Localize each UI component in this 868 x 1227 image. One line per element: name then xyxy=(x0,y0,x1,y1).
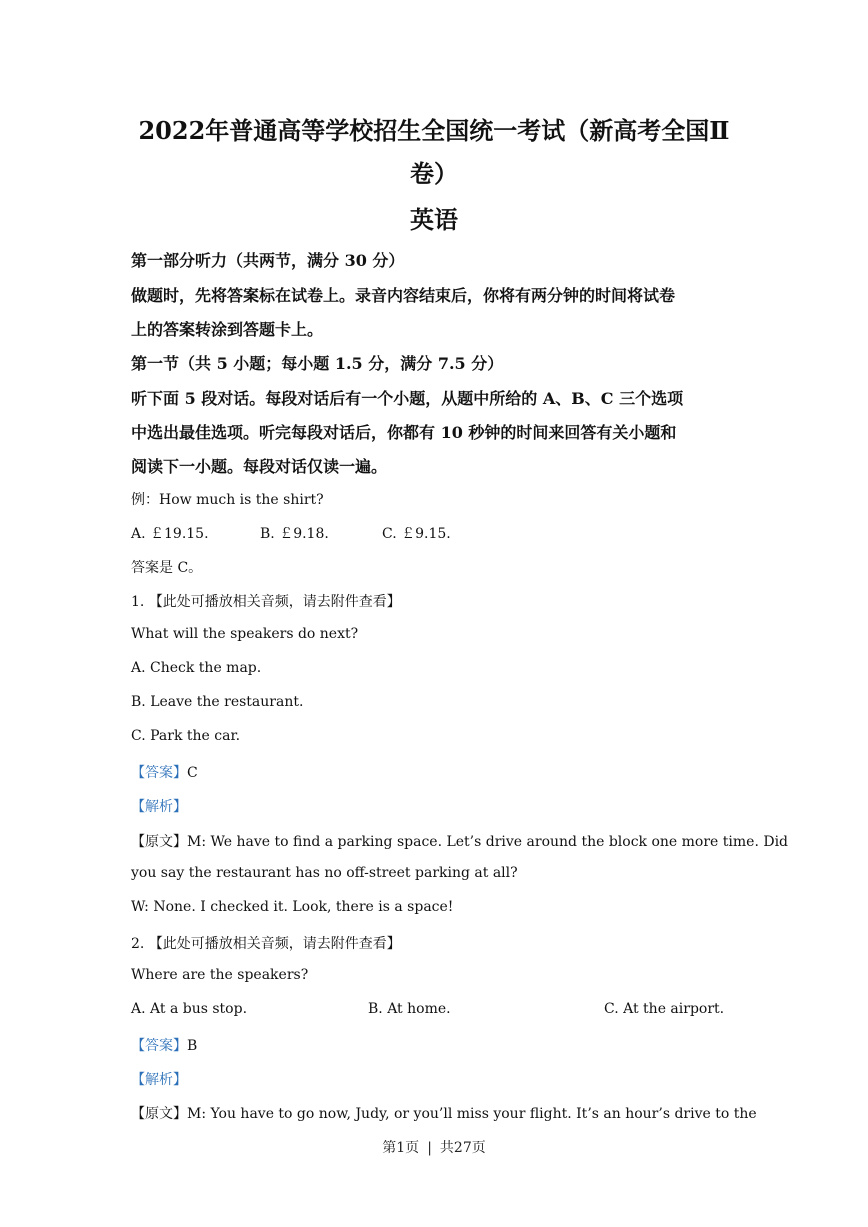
page-current: 第1页 xyxy=(382,1140,420,1156)
q2-option-b: B. At home. xyxy=(368,1001,451,1017)
section-subheading: 第一节（共 5 小题；每小题 1.5 分，满分 7.5 分） xyxy=(131,354,504,373)
q1-number-line: 1. 【此处可播放相关音频，请去附件查看】 xyxy=(131,594,401,610)
example-option-a: A. ￡19.15. xyxy=(131,526,209,542)
page-total: 共27页 xyxy=(439,1140,486,1156)
q1-option-b: B. Leave the restaurant. xyxy=(131,694,304,710)
directions-line3: 阅读下一小题。每段对话仅读一遍。 xyxy=(131,457,388,476)
q1-answer-tag: 【答案】 xyxy=(131,765,187,781)
q1-transcript-line2: you say the restaurant has no off-street parking at all? xyxy=(131,865,518,881)
q2-question: Where are the speakers? xyxy=(131,967,309,983)
q2-transcript-text1: M: You have to go now, Judy, or you’ll miss your flight. It’s an hour’s drive to the xyxy=(187,1106,757,1122)
directions-line1: 听下面 5 段对话。每段对话后有一个小题，从题中所给的 A、B、C 三个选项 xyxy=(131,389,684,408)
part-heading: 第一部分听力（共两节，满分 30 分） xyxy=(131,251,405,270)
q1-option-a: A. Check the map. xyxy=(131,660,262,676)
exam-title-line1: 2022年普通高等学校招生全国统一考试（新高考全国Ⅱ xyxy=(138,116,730,145)
q1-transcript-text1: M: We have to find a parking space. Let’s drive around the block one more time. Did xyxy=(187,834,789,850)
directions-line2: 中选出最佳选项。听完每段对话后，你都有 10 秒钟的时间来回答有关小题和 xyxy=(131,423,677,442)
example-question: 例：How much is the shirt? xyxy=(131,492,324,508)
q2-option-a: A. At a bus stop. xyxy=(131,1001,248,1017)
q2-answer xyxy=(131,1035,197,1055)
q1-answer xyxy=(131,762,198,782)
q2-answer-tag: 【答案】 xyxy=(131,1038,187,1054)
q2-analysis-tag: 【解析】 xyxy=(131,1072,187,1088)
subject-title: 英语 xyxy=(410,205,458,234)
q1-transcript-line3: W: None. I checked it. Look, there is a space! xyxy=(131,899,454,915)
q1-transcript-line1 xyxy=(131,831,788,851)
instruction-line1: 做题时，先将答案标在试卷上。录音内容结束后，你将有两分钟的时间将试卷 xyxy=(131,286,676,305)
q2-number-line: 2. 【此处可播放相关音频，请去附件查看】 xyxy=(131,936,401,952)
q1-answer-value: C xyxy=(187,765,198,781)
q1-question: What will the speakers do next? xyxy=(131,626,359,642)
example-option-b: B. ￡9.18. xyxy=(260,526,329,542)
q2-transcript-line1 xyxy=(131,1103,757,1123)
q2-transcript-tag: 【原文】 xyxy=(131,1106,187,1122)
exam-title-line2: 卷） xyxy=(410,159,458,188)
footer-separator: | xyxy=(427,1140,432,1156)
page-footer xyxy=(0,1137,868,1157)
q1-option-c: C. Park the car. xyxy=(131,728,241,744)
instruction-line2: 上的答案转涂到答题卡上。 xyxy=(131,320,324,339)
q2-answer-value: B xyxy=(187,1038,198,1054)
q1-transcript-tag: 【原文】 xyxy=(131,834,187,850)
example-answer: 答案是 C。 xyxy=(131,560,203,576)
q1-analysis-tag: 【解析】 xyxy=(131,799,187,815)
example-option-c: C. ￡9.15. xyxy=(382,526,451,542)
q2-option-c: C. At the airport. xyxy=(604,1001,725,1017)
